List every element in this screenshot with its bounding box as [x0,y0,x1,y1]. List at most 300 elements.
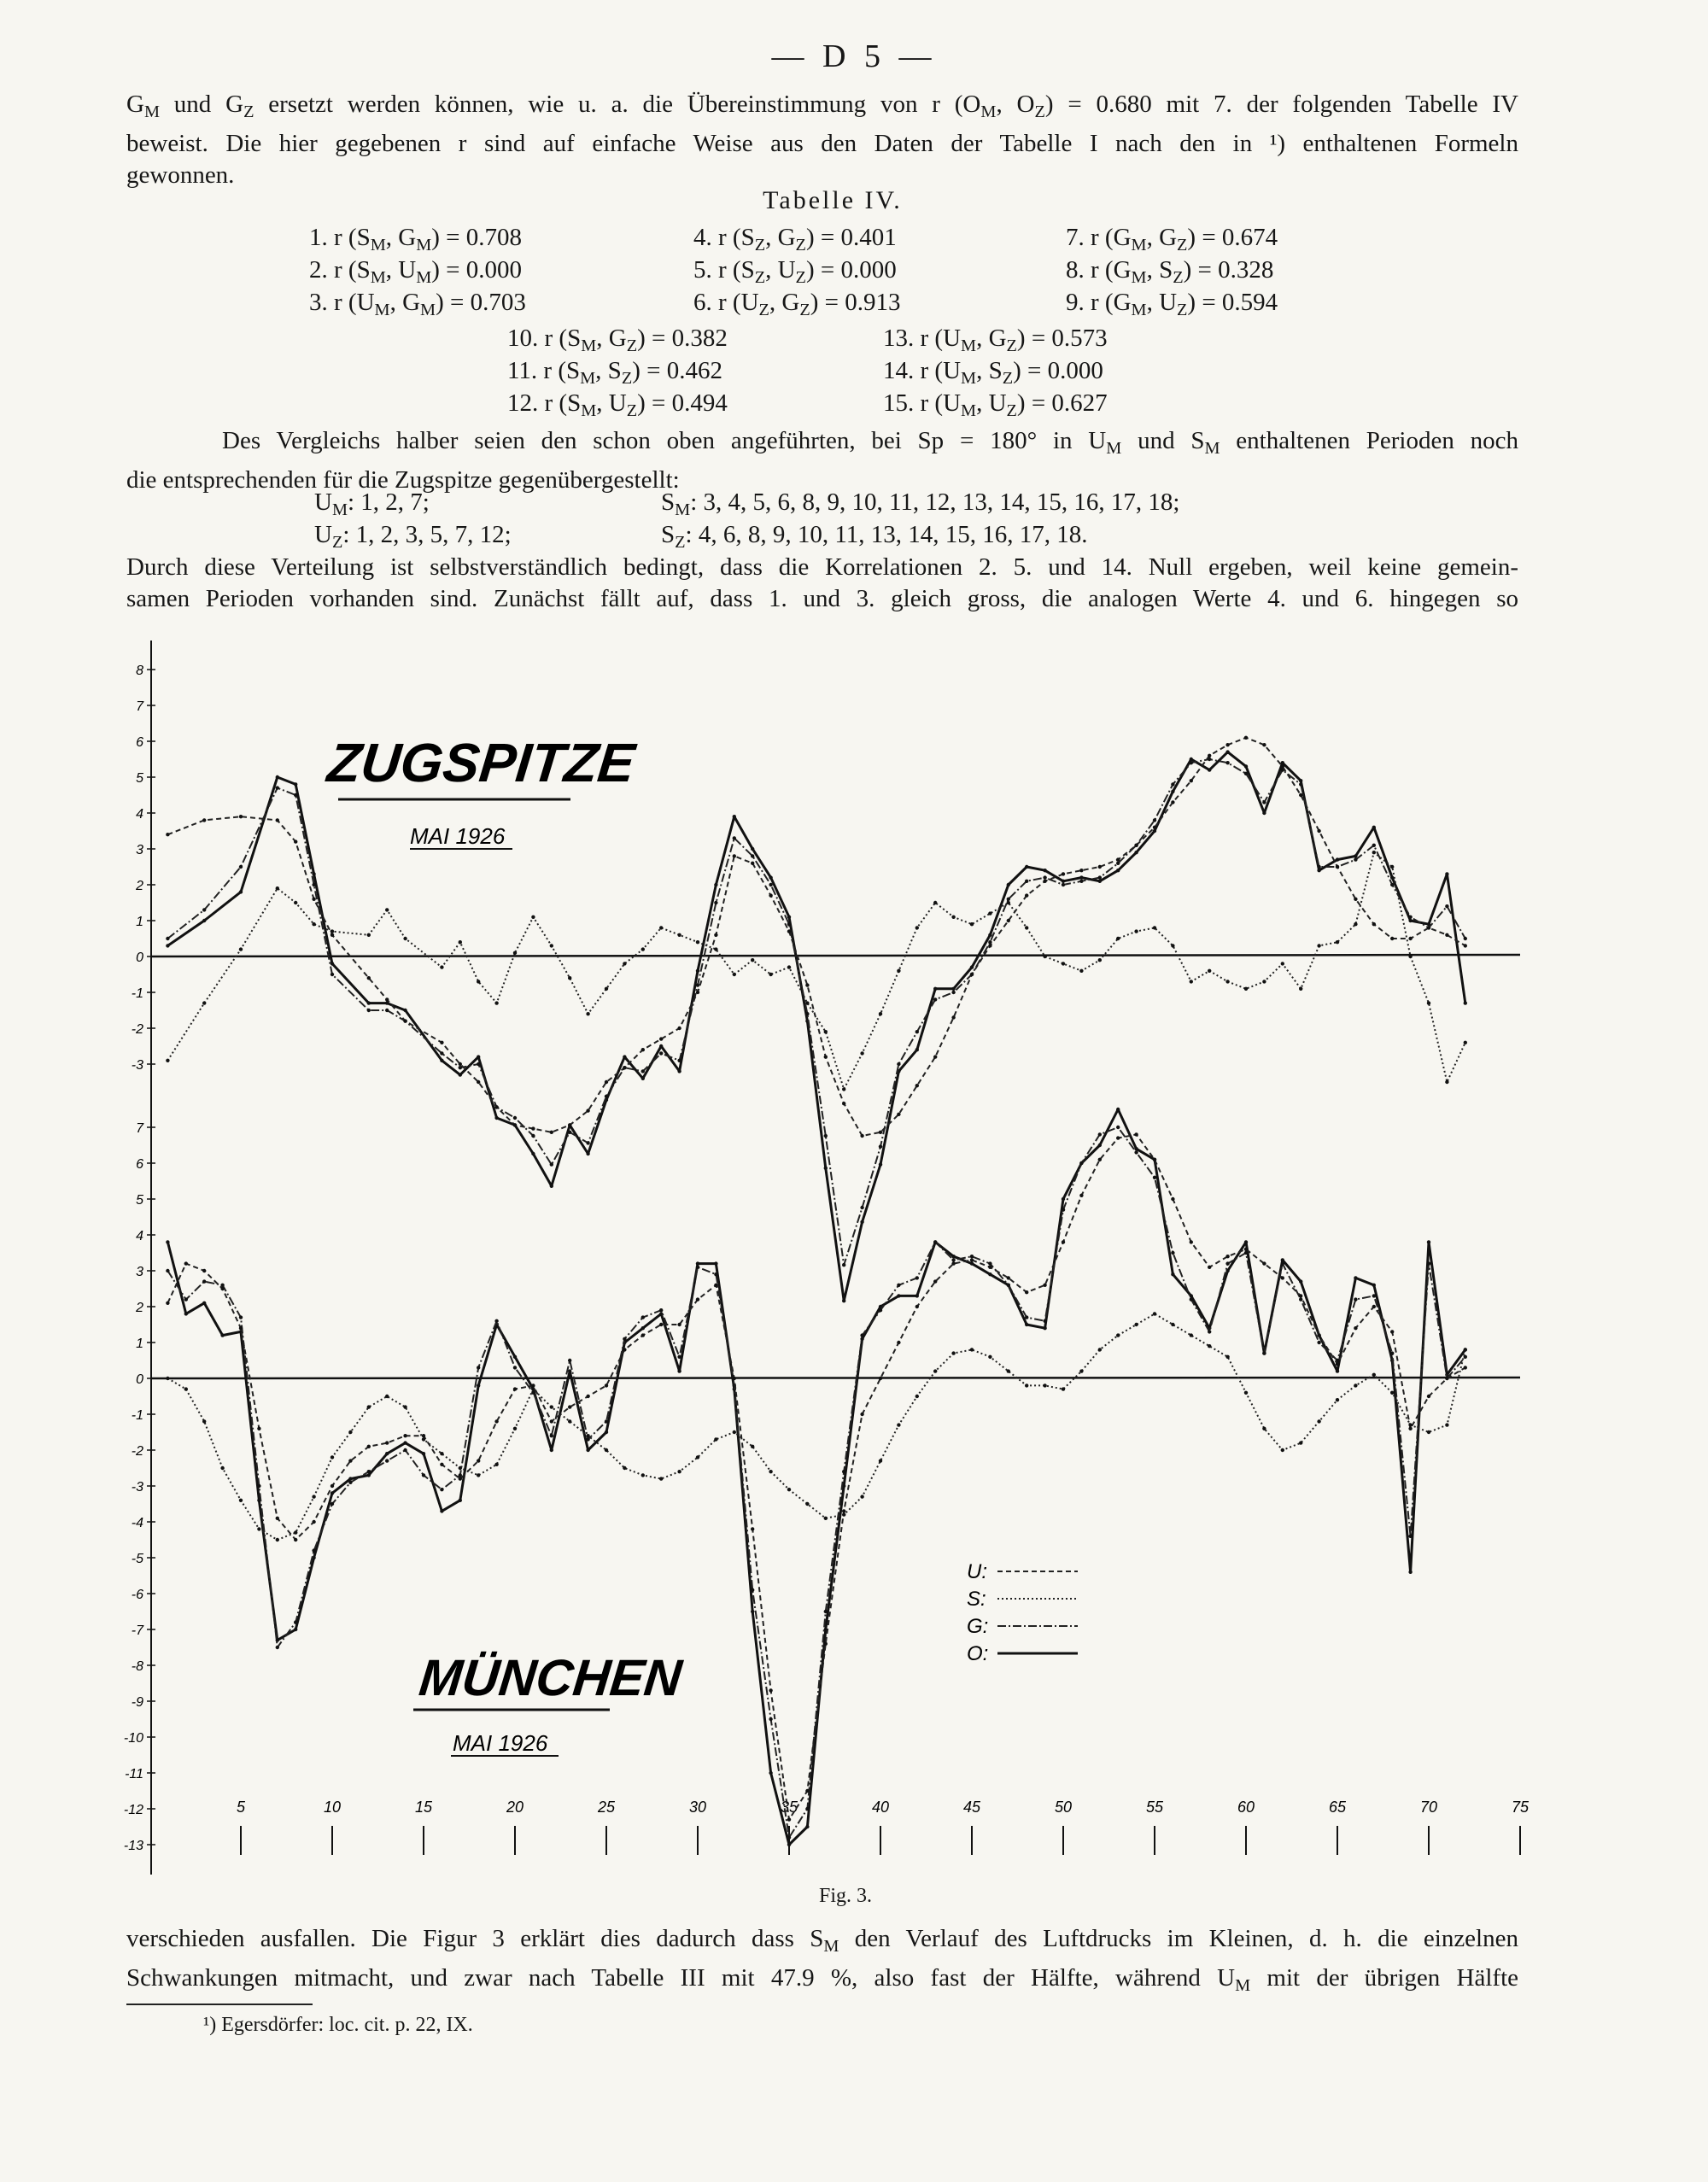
zugspitze-point-g [860,1206,863,1209]
muenchen-point-u [696,1297,699,1301]
zugspitze-point-u [1171,800,1174,804]
muenchen-y-tick-label: 1 [136,1337,143,1351]
intro-line: gewonnen. [126,161,235,189]
zugspitze-point-g [166,937,169,940]
muenchen-point-s [1464,1348,1467,1351]
zugspitze-point-s [1171,944,1174,947]
zugspitze-point-o [951,987,955,991]
zugspitze-point-g [677,1059,681,1062]
muenchen-point-s [1062,1387,1065,1390]
muenchen-point-g [1262,1351,1266,1354]
muenchen-y-tick-label: -5 [131,1552,143,1566]
zugspitze-point-u [1354,898,1357,901]
muenchen-point-g [1372,1294,1376,1297]
zugspitze-point-o [276,775,279,779]
zugspitze-point-s [330,929,334,933]
zugspitze-point-s [1372,851,1376,854]
zugspitze-point-g [933,997,937,1001]
zugspitze-point-g [513,1116,517,1120]
zugspitze-point-u [1317,829,1320,833]
zugspitze-point-o [1408,919,1412,922]
zugspitze-point-s [1225,980,1229,983]
zugspitze-point-s [897,969,900,973]
muenchen-point-u [568,1405,571,1408]
muenchen-point-g [1427,1261,1430,1265]
table-cell: 9. r ($G_M$, $U_Z) = 0.594$ [1066,289,1278,319]
muenchen-point-o [586,1448,589,1452]
muenchen-point-s [239,1499,243,1502]
muenchen-point-o [915,1294,919,1297]
zugspitze-point-u [915,1084,919,1087]
muenchen-y-tick-label: -8 [131,1659,143,1674]
zugspitze-point-u [330,933,334,937]
zugspitze-point-u [1208,754,1211,758]
muenchen-point-s [440,1452,443,1455]
muenchen-point-o [970,1261,974,1265]
zugspitze-point-g [1043,875,1046,879]
zugspitze-point-g [824,1134,828,1138]
muenchen-point-s [312,1495,315,1498]
zugspitze-point-g [586,1141,589,1144]
zugspitze-point-g [915,1030,919,1033]
zugspitze-point-u [294,839,297,843]
muenchen-point-u [440,1463,443,1466]
muenchen-point-g [184,1297,188,1301]
zugspitze-point-u [824,1055,828,1058]
zugspitze-point-g [751,854,754,857]
x-tick-label: 65 [1328,1799,1347,1816]
zugspitze-y-tick-label: 4 [136,807,143,822]
x-tick-label: 10 [323,1799,342,1816]
periods-sz: $S_Z$: 4, 6, 8, 9, 10, 11, 13, 14, 15, 16, 17, 18. [661,521,1088,552]
zugspitze-point-u [1336,865,1339,869]
zugspitze-point-u [805,983,809,986]
zugspitze-point-u [1116,857,1120,861]
zugspitze-point-s [1116,937,1120,940]
zugspitze-point-u [787,929,791,933]
muenchen-point-g [970,1255,974,1258]
zugspitze-point-o [1372,826,1376,829]
zugspitze-point-u [933,1055,937,1058]
muenchen-title: MÜNCHEN [416,1649,685,1706]
zugspitze-point-g [1225,761,1229,764]
zugspitze-point-o [1134,851,1138,854]
table-cell: 3. r ($U_M$, $G_M) = 0.703$ [309,289,526,319]
muenchen-point-g [605,1419,608,1423]
x-tick-label: 35 [780,1799,798,1816]
muenchen-point-s [1225,1355,1229,1359]
muenchen-point-u [751,1527,754,1530]
zugspitze-point-s [1464,1041,1467,1044]
muenchen-point-s [897,1423,900,1426]
zugspitze-point-u [586,1109,589,1112]
muenchen-point-s [531,1387,535,1390]
zugspitze-point-g [367,1009,371,1012]
muenchen-y-tick-label: 2 [136,1301,143,1315]
muenchen-point-u [166,1302,169,1305]
muenchen-y-tick-label: -13 [123,1839,143,1853]
muenchen-point-u [202,1269,206,1272]
muenchen-point-g [330,1502,334,1506]
x-tick-label: 30 [688,1799,707,1816]
muenchen-series-o [167,1109,1465,1845]
muenchen-point-o [897,1294,900,1297]
muenchen-point-s [1025,1383,1028,1387]
zugspitze-point-u [1134,844,1138,847]
muenchen-point-s [988,1355,991,1359]
muenchen-point-g [1317,1341,1320,1344]
muenchen-point-o [550,1448,553,1452]
muenchen-point-g [513,1366,517,1369]
intro-line: $G_M$ und $G_Z$ ersetzt werden können, wie u. a. die Übereinstimmung von r ($O_M$, $O_Z) = 0.680$ mit 7. der folgenden Tabelle IV [126,91,1519,121]
muenchen-point-o [769,1771,772,1775]
zugspitze-point-s [879,1012,882,1015]
zugspitze-point-o [239,890,243,893]
zugspitze-point-o [1336,857,1339,861]
zugspitze-point-g [733,836,736,839]
zugspitze-point-u [879,1131,882,1134]
zugspitze-point-g [276,786,279,789]
zugspitze-point-u [1153,826,1156,829]
muenchen-point-s [513,1427,517,1430]
zugspitze-point-o [166,944,169,947]
muenchen-point-g [1025,1315,1028,1319]
table-cell: 10. r ($S_M$, $G_Z) = 0.382$ [507,325,728,355]
muenchen-point-g [988,1261,991,1265]
muenchen-point-s [1007,1369,1010,1372]
muenchen-point-g [367,1470,371,1473]
muenchen-point-o [459,1499,462,1502]
zugspitze-point-g [568,1131,571,1134]
zugspitze-point-o [1281,761,1284,764]
muenchen-point-s [1079,1369,1083,1372]
zugspitze-point-u [677,1027,681,1030]
zugspitze-point-u [1225,743,1229,746]
muenchen-point-u [348,1459,352,1462]
figure-3 [0,632,1708,1896]
zugspitze-point-u [440,1041,443,1044]
muenchen-point-s [1190,1333,1193,1337]
muenchen-point-g [933,1240,937,1243]
muenchen-point-g [824,1610,828,1613]
muenchen-point-s [568,1419,571,1423]
zugspitze-point-u [1190,779,1193,782]
zugspitze-series-o [167,752,1465,1302]
muenchen-point-s [330,1455,334,1459]
muenchen-point-s [1171,1323,1174,1326]
muenchen-point-u [623,1348,626,1351]
zugspitze-point-s [696,940,699,944]
muenchen-point-s [1043,1383,1046,1387]
muenchen-point-u [1116,1136,1120,1139]
muenchen-y-tick-label: 0 [136,1372,143,1387]
muenchen-point-s [367,1405,371,1408]
muenchen-point-u [1208,1266,1211,1269]
chart-root [124,641,1530,1875]
muenchen-point-g [294,1620,297,1623]
zugspitze-point-o [860,1220,863,1224]
zugspitze-point-s [1062,962,1065,965]
zugspitze-point-g [531,1134,535,1138]
muenchen-point-u [1408,1427,1412,1430]
closing-paragraph [126,1923,1518,2002]
muenchen-point-u [1025,1290,1028,1294]
muenchen-point-u [1079,1194,1083,1197]
muenchen-point-s [1153,1312,1156,1315]
muenchen-point-s [787,1488,791,1491]
muenchen-point-u [787,1817,791,1821]
zugspitze-point-o [1390,875,1394,879]
muenchen-point-g [1043,1319,1046,1323]
zugspitze-point-o [751,847,754,851]
zugspitze-point-o [1153,829,1156,833]
zugspitze-point-g [951,991,955,994]
x-tick-label: 15 [414,1799,433,1816]
zugspitze-point-u [659,1037,663,1040]
muenchen-point-g [623,1337,626,1341]
muenchen-y-tick-label: -11 [125,1767,143,1781]
zugspitze-point-u [970,973,974,976]
muenchen-point-g [897,1284,900,1287]
muenchen-point-o [367,1473,371,1477]
muenchen-point-o [1116,1108,1120,1111]
periods-uz: $U_Z$: 1, 2, 3, 5, 7, 12; [314,521,512,552]
muenchen-point-s [550,1405,553,1408]
muenchen-point-u [367,1445,371,1448]
muenchen-point-u [1153,1158,1156,1161]
muenchen-point-g [1062,1208,1065,1211]
zugspitze-point-s [824,1030,828,1033]
zugspitze-point-o [970,965,974,968]
zugspitze-y-tick-label: 0 [136,951,143,965]
muenchen-point-u [477,1459,480,1462]
table-cell: 5. r ($S_Z$, $U_Z) = 0.000$ [693,256,897,287]
muenchen-y-tick-label: -10 [123,1731,143,1746]
muenchen-point-s [459,1466,462,1470]
zugspitze-point-g [605,1095,608,1098]
zugspitze-point-o [1190,758,1193,761]
zugspitze-point-o [988,933,991,937]
legend [967,1560,1078,1665]
muenchen-point-u [677,1323,681,1326]
zugspitze-point-s [1208,969,1211,973]
muenchen-point-g [714,1272,717,1276]
muenchen-point-u [1225,1255,1229,1258]
zugspitze-point-g [842,1263,845,1266]
muenchen-point-s [860,1495,863,1498]
muenchen-point-g [1408,1535,1412,1538]
zugspitze-point-g [477,1062,480,1066]
muenchen-point-u [239,1326,243,1330]
muenchen-point-o [1354,1276,1357,1279]
muenchen-point-u [879,1377,882,1380]
muenchen-point-u [422,1434,425,1437]
zugspitze-point-u [477,1080,480,1084]
muenchen-point-o [787,1843,791,1846]
muenchen-point-u [1171,1197,1174,1201]
zugspitze-point-o [1225,750,1229,753]
zugspitze-point-g [550,1162,553,1166]
zugspitze-point-s [459,940,462,944]
zugspitze-point-o [787,916,791,919]
table-title: Tabelle IV. [763,186,903,214]
zugspitze-point-s [477,980,480,983]
zugspitze-point-g [1025,880,1028,883]
zugspitze-point-s [988,911,991,915]
muenchen-point-s [842,1512,845,1516]
muenchen-point-u [494,1419,498,1423]
muenchen-point-u [970,1258,974,1261]
muenchen-point-o [714,1261,717,1265]
muenchen-point-o [951,1255,955,1258]
zugspitze-point-u [623,1066,626,1069]
zugspitze-series-g [167,759,1465,1265]
zugspitze-point-u [714,933,717,937]
muenchen-point-u [605,1383,608,1387]
muenchen-point-u [1007,1276,1010,1279]
zugspitze-point-u [385,997,389,1001]
muenchen-point-g [1007,1284,1010,1287]
zugspitze-point-s [202,1001,206,1004]
muenchen-point-s [824,1517,828,1520]
zugspitze-point-s [1354,922,1357,926]
zugspitze-point-g [1354,857,1357,861]
zugspitze-point-g [1262,800,1266,804]
muenchen-point-o [1134,1147,1138,1150]
muenchen-point-u [769,1688,772,1692]
zugspitze-point-s [403,937,407,940]
zugspitze-point-o [1116,869,1120,872]
muenchen-point-u [733,1377,736,1380]
zugspitze-point-s [1098,958,1102,962]
zugspitze-point-o [1098,880,1102,883]
x-tick-label: 25 [597,1799,616,1816]
zugspitze-point-o [623,1055,626,1058]
zugspitze-point-o [550,1185,553,1188]
zugspitze-point-u [312,898,315,901]
zugspitze-y-tick-label: -3 [131,1058,143,1073]
zugspitze-point-s [733,973,736,976]
muenchen-y-tick-label: -9 [131,1695,143,1710]
muenchen-point-o [220,1333,224,1337]
intro-line: beweist. Die hier gegebenen r sind auf einfache Weise aus den Daten der Tabelle I nach den in ¹) enthaltenen Formeln [126,130,1518,157]
muenchen-point-u [1372,1305,1376,1308]
zugspitze-point-s [1317,944,1320,947]
muenchen-point-s [915,1395,919,1398]
muenchen-point-o [385,1452,389,1455]
muenchen-point-g [385,1459,389,1462]
zugspitze-point-u [1062,872,1065,875]
zugspitze-point-o [915,1048,919,1051]
zugspitze-point-s [842,1087,845,1091]
zugspitze-point-o [1354,854,1357,857]
muenchen-point-g [751,1588,754,1592]
muenchen-point-s [257,1527,260,1530]
muenchen-point-g [805,1807,809,1811]
muenchen-point-g [1281,1261,1284,1265]
zugspitze-point-s [294,901,297,904]
zugspitze-point-o [1043,869,1046,872]
zugspitze-point-u [605,1080,608,1084]
zugspitze-point-o [1464,1001,1467,1004]
muenchen-point-s [348,1430,352,1434]
muenchen-point-s [1208,1344,1211,1348]
zugspitze-point-o [659,1044,663,1048]
muenchen-point-u [1336,1362,1339,1366]
muenchen-subtitle: MAI 1926 [453,1730,548,1756]
zugspitze-point-s [494,1001,498,1004]
muenchen-point-u [1464,1366,1467,1369]
muenchen-point-g [257,1484,260,1488]
muenchen-point-u [641,1333,645,1337]
zugspitze-point-o [330,962,334,965]
zugspitze-point-s [531,916,535,919]
zugspitze-point-u [513,1123,517,1126]
zugspitze-point-u [641,1048,645,1051]
table-cell: 11. r ($S_M$, $S_Z) = 0.462$ [507,357,722,388]
table-cell: 8. r ($G_M$, $S_Z) = 0.328$ [1066,256,1274,287]
zugspitze-point-o [1025,865,1028,869]
zugspitze-y-tick-label: 8 [136,664,143,678]
zugspitze-y-tick-label: 7 [136,699,143,714]
zugspitze-point-u [1025,893,1028,897]
muenchen-point-g [348,1481,352,1484]
zugspitze-point-o [202,919,206,922]
muenchen-point-o [677,1369,681,1372]
muenchen-point-s [1445,1423,1448,1426]
zugspitze-point-s [1007,901,1010,904]
zugspitze-point-g [1171,782,1174,786]
periods-sm: $S_M$: 3, 4, 5, 6, 8, 9, 10, 11, 12, 13, 14, 15, 16, 17, 18; [661,488,1180,519]
muenchen-point-u [385,1441,389,1444]
muenchen-point-g [659,1308,663,1312]
muenchen-point-g [239,1315,243,1319]
zugspitze-point-u [1372,922,1376,926]
muenchen-point-s [769,1470,772,1473]
muenchen-point-g [769,1717,772,1721]
zugspitze-point-s [586,1012,589,1015]
muenchen-point-u [1098,1158,1102,1161]
x-tick-label: 60 [1237,1799,1255,1816]
comparison-line: die entsprechenden für die Zugspitze gegenübergestellt: [126,466,680,494]
muenchen-point-u [513,1387,517,1390]
muenchen-point-u [860,1413,863,1416]
muenchen-point-g [586,1437,589,1441]
zugspitze-point-s [787,965,791,968]
zugspitze-point-g [385,1009,389,1012]
muenchen-point-g [915,1276,919,1279]
zugspitze-point-s [276,886,279,890]
muenchen-point-u [1445,1377,1448,1380]
zugspitze-point-o [531,1152,535,1155]
muenchen-point-o [166,1240,169,1243]
zugspitze-point-s [312,922,315,926]
zugspitze-point-o [367,1001,371,1004]
zugspitze-point-s [623,962,626,965]
muenchen-point-s [385,1395,389,1398]
zugspitze-point-s [367,933,371,937]
comparison-line: Des Vergleichs halber seien den schon oben angeführten, bei Sp = 180° in $U_M$ und $S_M$ enthaltenen Perioden noch [222,427,1518,458]
zugspitze-point-s [769,973,772,976]
muenchen-point-s [1427,1430,1430,1434]
muenchen-point-o [751,1610,754,1613]
muenchen-point-s [879,1459,882,1462]
muenchen-point-s [677,1470,681,1473]
muenchen-point-s [951,1351,955,1354]
zugspitze-point-u [1445,933,1448,937]
zugspitze-point-u [459,1062,462,1066]
muenchen-point-g [312,1548,315,1552]
